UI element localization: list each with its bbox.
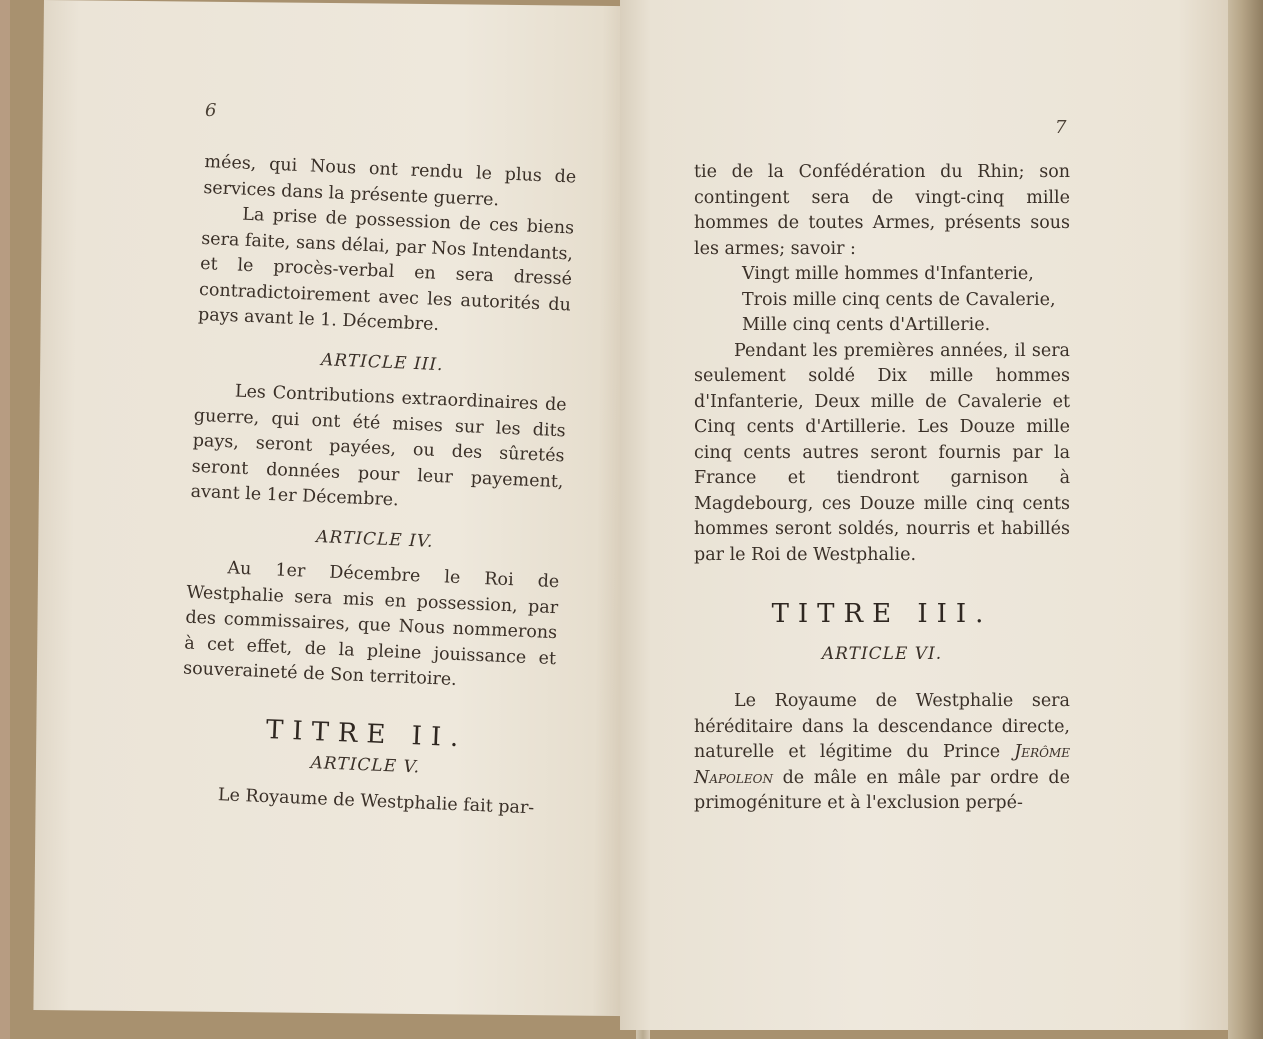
left-paragraph-2: La prise de possession de ces biens sera faite, sans délai, par Nos Intendants, et le procès-verbal en sera dressé contradictoirement avec les autorités du pays avant le 1. Décembre. (197, 204, 575, 335)
prince-surname: Napoleon (694, 767, 773, 788)
page-edges (1228, 0, 1263, 1039)
prince-first-name: Jerôme (1014, 742, 1070, 762)
right-paragraph-2: Pendant les premières années, il sera seulement soldé Dix mille hommes d'Infanterie, Deux mille de Cavalerie et Cinq cents d'Artillerie. Les Douze mille cinq cents autres seront fournis par la France et tiendront garnison à Magdebourg, ces Douze mille cinq cents hommes seront soldés, nourris et habillés par le Roi de Westphalie. (694, 340, 1070, 565)
list-item: Vingt mille hommes d'Infanterie, (742, 264, 1034, 284)
paragraph-3-end: de mâle en mâle par ordre de primogéniture et à l'exclusion perpé- (694, 767, 1070, 813)
list-item: Mille cinq cents d'Artillerie. (742, 315, 991, 335)
article-5-heading: ARTICLE V. (310, 752, 421, 778)
article-3-heading: ARTICLE III. (320, 349, 444, 375)
contingent-list (694, 262, 1070, 339)
right-paragraph-1: tie de la Confédération du Rhin; son contingent sera de vingt-cinq mille hommes de toutes Armes, présents sous les armes; savoir : (694, 162, 1070, 259)
right-page-text (694, 160, 1070, 817)
left-paragraph-4: Au 1er Décembre le Roi de Westphalie sera mis en possession, par des commissaires, que Nous nommerons à cet effet, de la pleine jouissance et souveraineté de Son territoire. (182, 558, 560, 690)
right-paragraph-3 (694, 689, 1070, 817)
article-4-heading: ARTICLE IV. (315, 526, 434, 552)
list-item: Trois mille cinq cents de Cavalerie, (742, 289, 1056, 310)
left-paragraph-5: Le Royaume de Westphalie fait par- (217, 784, 535, 818)
left-paragraph-3: Les Contributions extraordinaires de guerre, qui ont été mises sur les dits pays, seront payées, ou des sûretés seront données pour leur payement, avant le 1er Décembre. (190, 381, 568, 511)
left-page-text (177, 150, 576, 822)
left-paragraph-1: mées, qui Nous ont rendu le plus de services dans la présente guerre. (203, 151, 577, 210)
paragraph-3-start: Le Royaume de Westphalie sera héréditaire dans la descendance directe, naturelle et légitime du Prince (694, 691, 1070, 762)
right-page-number: 7 (1055, 117, 1067, 138)
titre-3-heading: TITRE III. (771, 599, 993, 629)
article-6-heading: ARTICLE VI. (821, 643, 943, 664)
titre-2-heading: TITRE II. (265, 714, 469, 753)
left-page-number: 6 (205, 100, 217, 121)
